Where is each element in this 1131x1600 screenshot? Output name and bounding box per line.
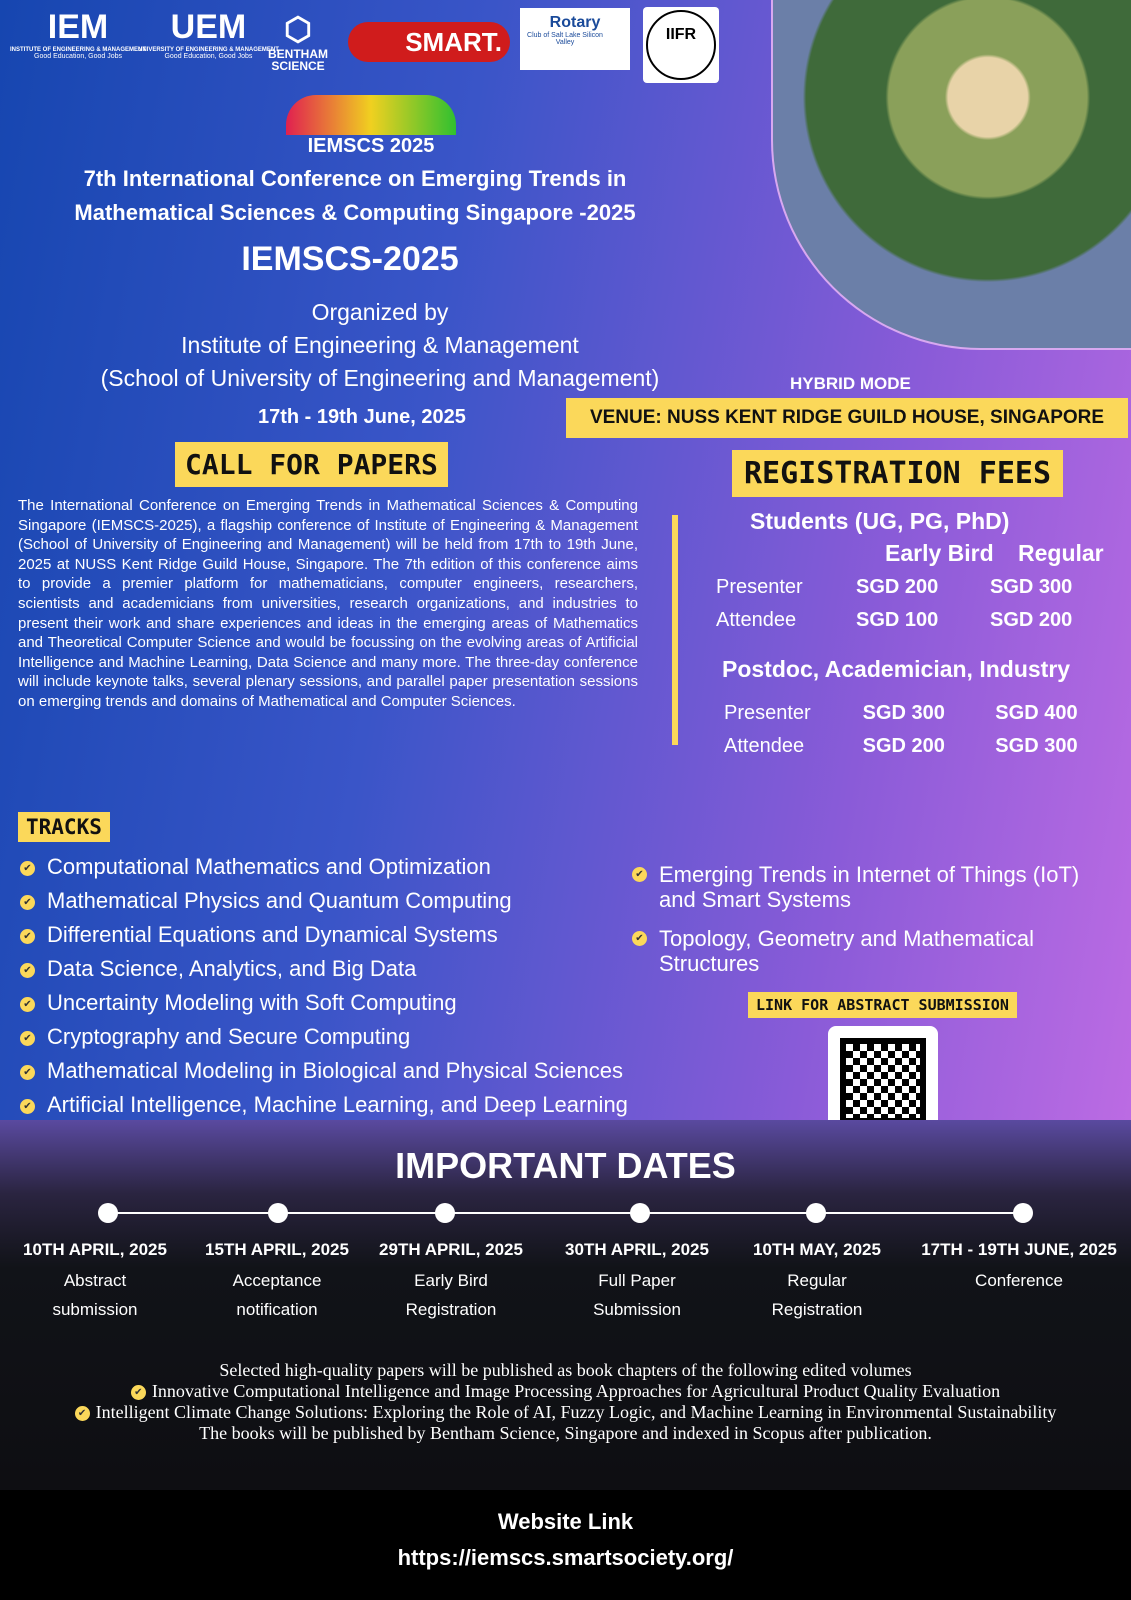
track-label: Topology, Geometry and Mathematical Structures [659,926,1034,976]
others-label: Postdoc, Academician, Industry [722,656,1071,682]
merlion-photo [771,0,1131,350]
fee-early: SGD 100 [855,609,939,631]
book-title: Innovative Computational Intelligence and Image Processing Approaches for Agricultural Product Quality Evaluation [151,1381,1001,1401]
iifr-logo-text: IIFR [646,10,716,80]
track-label: Mathematical Modeling in Biological and Physical Sciences [47,1058,623,1083]
publication-note: The books will be published by Bentham Science, Singapore and indexed in Scopus after publication. [199,1423,932,1443]
early-bird-header: Early Bird [885,540,994,566]
fee-regular: SGD 200 [989,609,1073,631]
student-fees-table [706,570,1116,638]
organizer-block [20,296,740,395]
other-fees-table [714,696,1120,764]
date-item [361,1240,541,1324]
timeline-dot [806,1203,826,1223]
track-label: Data Science, Analytics, and Big Data [47,956,417,981]
fee-early: SGD 200 [855,576,939,598]
title-line-2: Mathematical Sciences & Computing Singapore -2025 [74,200,636,225]
timeline-dot [268,1203,288,1223]
date-label: Full Paper [598,1271,676,1290]
track-label: Mathematical Physics and Quantum Computing [47,888,512,913]
iem-logo-tag: Good Education, Good Jobs [34,53,122,60]
abstract-submission-label: LINK FOR ABSTRACT SUBMISSION [748,992,1017,1018]
rotary-logo-text: Rotary [549,14,601,31]
date-value: 30TH APRIL, 2025 [565,1240,709,1259]
check-icon: ✔ [20,861,35,876]
smart-logo: SMART. [348,22,510,62]
rotary-logo-sub: Club of Salt Lake Silicon Valley [527,32,603,46]
fee-regular: SGD 300 [989,576,1073,598]
tracks-list-right [632,862,1102,985]
conference-title [10,162,700,230]
date-item [5,1240,185,1324]
hexagon-molecule-icon: ⬡ [284,11,312,47]
check-icon: ✔ [20,1099,35,1114]
tracks-heading: TRACKS [18,812,110,842]
check-icon: ✔ [20,963,35,978]
date-label: submission [52,1300,138,1319]
conference-logo [286,95,456,158]
fee-row [708,605,1114,636]
cfp-body: The International Conference on Emerging Trends in Mathematical Sciences & Computing Singapore (IEMSCS-2025), a flagship conference of Institute of Engineering & Management (School of University of Engineering and Management) will be held from 17th to 19th June, 2025 at NUSS Kent Ridge Guild House, Singapore. The 7th edition of this conference aims to provide a premier platform for mathematicians, computer engineers, researchers, scientists and academicians from universities, research organizations, and industries to present their work and share experiences and ideas in the emerging areas of Mathematics and Theoretical Computer Science and would be focussing on the evolving areas of Artificial Intelligence and Machine Learning, Data Science and many more. The three-day conference will include keynote talks, several plenary sessions, and parallel paper presentation sessions on emerging trends and domains of Mathematical and Computer Sciences. [18,497,638,710]
check-icon: ✔ [75,1406,90,1421]
timeline-dot [1013,1203,1033,1223]
date-label: Early Bird [414,1271,488,1290]
regular-header: Regular [1018,540,1104,566]
bentham-logo [258,10,338,72]
date-value: 29TH APRIL, 2025 [379,1240,523,1259]
website-link[interactable]: https://iemscs.smartsociety.org/ [397,1545,734,1570]
track-label: Artificial Intelligence, Machine Learning, and Deep Learning [47,1092,628,1117]
cfp-heading: CALL FOR PAPERS [175,442,448,487]
date-item [911,1240,1127,1295]
fee-row [716,698,1118,729]
track-label: Emerging Trends in Internet of Things (IoT) and Smart Systems [659,862,1080,912]
track-item [20,922,628,947]
fee-role: Presenter [724,702,811,724]
uem-logo-sub: UNIVERSITY OF ENGINEERING & MANAGEMENT [138,47,279,53]
fee-role: Attendee [716,609,797,631]
iifr-logo [643,7,719,83]
fee-regular: SGD 400 [995,702,1078,724]
iem-logo-text: IEM [47,8,109,46]
fees-divider [672,515,678,745]
timeline-dot [630,1203,650,1223]
conference-acronym: IEMSCS-2025 [241,240,459,278]
date-label: Acceptance [232,1271,322,1290]
tracks-list-left [20,854,628,1126]
publication-intro: Selected high-quality papers will be published as book chapters of the following edited volumes [219,1360,912,1380]
date-item [187,1240,367,1324]
check-icon: ✔ [20,929,35,944]
track-item [20,1024,628,1049]
hybrid-mode-label: HYBRID MODE [790,374,911,393]
check-icon: ✔ [632,867,647,882]
date-label: Registration [771,1300,863,1319]
date-label: Registration [405,1300,497,1319]
iem-logo-sub: INSTITUTE OF ENGINEERING & MANAGEMENT [10,47,147,53]
track-item [20,888,628,913]
date-label: notification [236,1300,318,1319]
uem-logo-tag: Good Education, Good Jobs [164,53,253,60]
timeline-dot [98,1203,118,1223]
iem-logo [10,8,146,60]
date-item [547,1240,727,1324]
track-item [632,926,1102,976]
conference-logo-text: IEMSCS 2025 [307,135,435,157]
track-label: Differential Equations and Dynamical Systems [47,922,498,947]
bentham-logo-text: BENTHAM SCIENCE [268,47,328,73]
check-icon: ✔ [632,931,647,946]
fee-role: Attendee [724,735,805,757]
check-icon: ✔ [20,1065,35,1080]
organizer-name: Institute of Engineering & Management [181,332,579,358]
date-label: Abstract [63,1271,127,1290]
track-label: Cryptography and Secure Computing [47,1024,411,1049]
check-icon: ✔ [20,997,35,1012]
students-label: Students (UG, PG, PhD) [750,508,1010,534]
track-item [20,990,628,1015]
track-label: Uncertainty Modeling with Soft Computing [47,990,457,1015]
fee-regular: SGD 300 [995,735,1078,757]
track-item [20,956,628,981]
check-icon: ✔ [20,1031,35,1046]
title-line-1: 7th International Conference on Emerging Trends in [83,166,627,191]
footer [0,1490,1131,1600]
fee-row [716,731,1118,762]
timeline-dot [435,1203,455,1223]
organized-by-label: Organized by [311,299,449,325]
fee-early: SGD 200 [862,735,945,757]
track-item [20,854,628,879]
fee-role: Presenter [716,576,803,598]
track-item [632,862,1102,912]
date-label: Regular [787,1271,847,1290]
check-icon: ✔ [131,1385,146,1400]
rotary-logo [520,8,630,70]
fee-row [708,572,1114,603]
book-title: Intelligent Climate Change Solutions: Exploring the Role of AI, Fuzzy Logic, and Machine Learning in Environmental Sustainability [95,1402,1057,1422]
important-dates-heading: IMPORTANT DATES [395,1145,736,1186]
date-label: Submission [593,1300,681,1319]
organizer-parent: (School of University of Engineering and Management) [100,365,660,391]
date-value: 10TH APRIL, 2025 [23,1240,167,1259]
venue-banner: VENUE: NUSS KENT RIDGE GUILD HOUSE, SINGAPORE [566,398,1128,438]
date-value: 17TH - 19TH JUNE, 2025 [921,1240,1117,1259]
date-item [727,1240,907,1324]
timeline-line [105,1212,1025,1214]
uem-logo-text: UEM [170,8,247,46]
publication-block [30,1360,1101,1444]
fee-early: SGD 300 [862,702,945,724]
date-value: 10TH MAY, 2025 [753,1240,881,1259]
date-label: Conference [975,1271,1063,1290]
fees-heading: REGISTRATION FEES [732,450,1063,497]
website-label: Website Link [497,1509,634,1534]
track-item [20,1058,628,1083]
date-value: 15TH APRIL, 2025 [205,1240,349,1259]
conference-dates: 17th - 19th June, 2025 [258,406,466,428]
track-label: Computational Mathematics and Optimization [47,854,491,879]
check-icon: ✔ [20,895,35,910]
track-item [20,1092,628,1117]
